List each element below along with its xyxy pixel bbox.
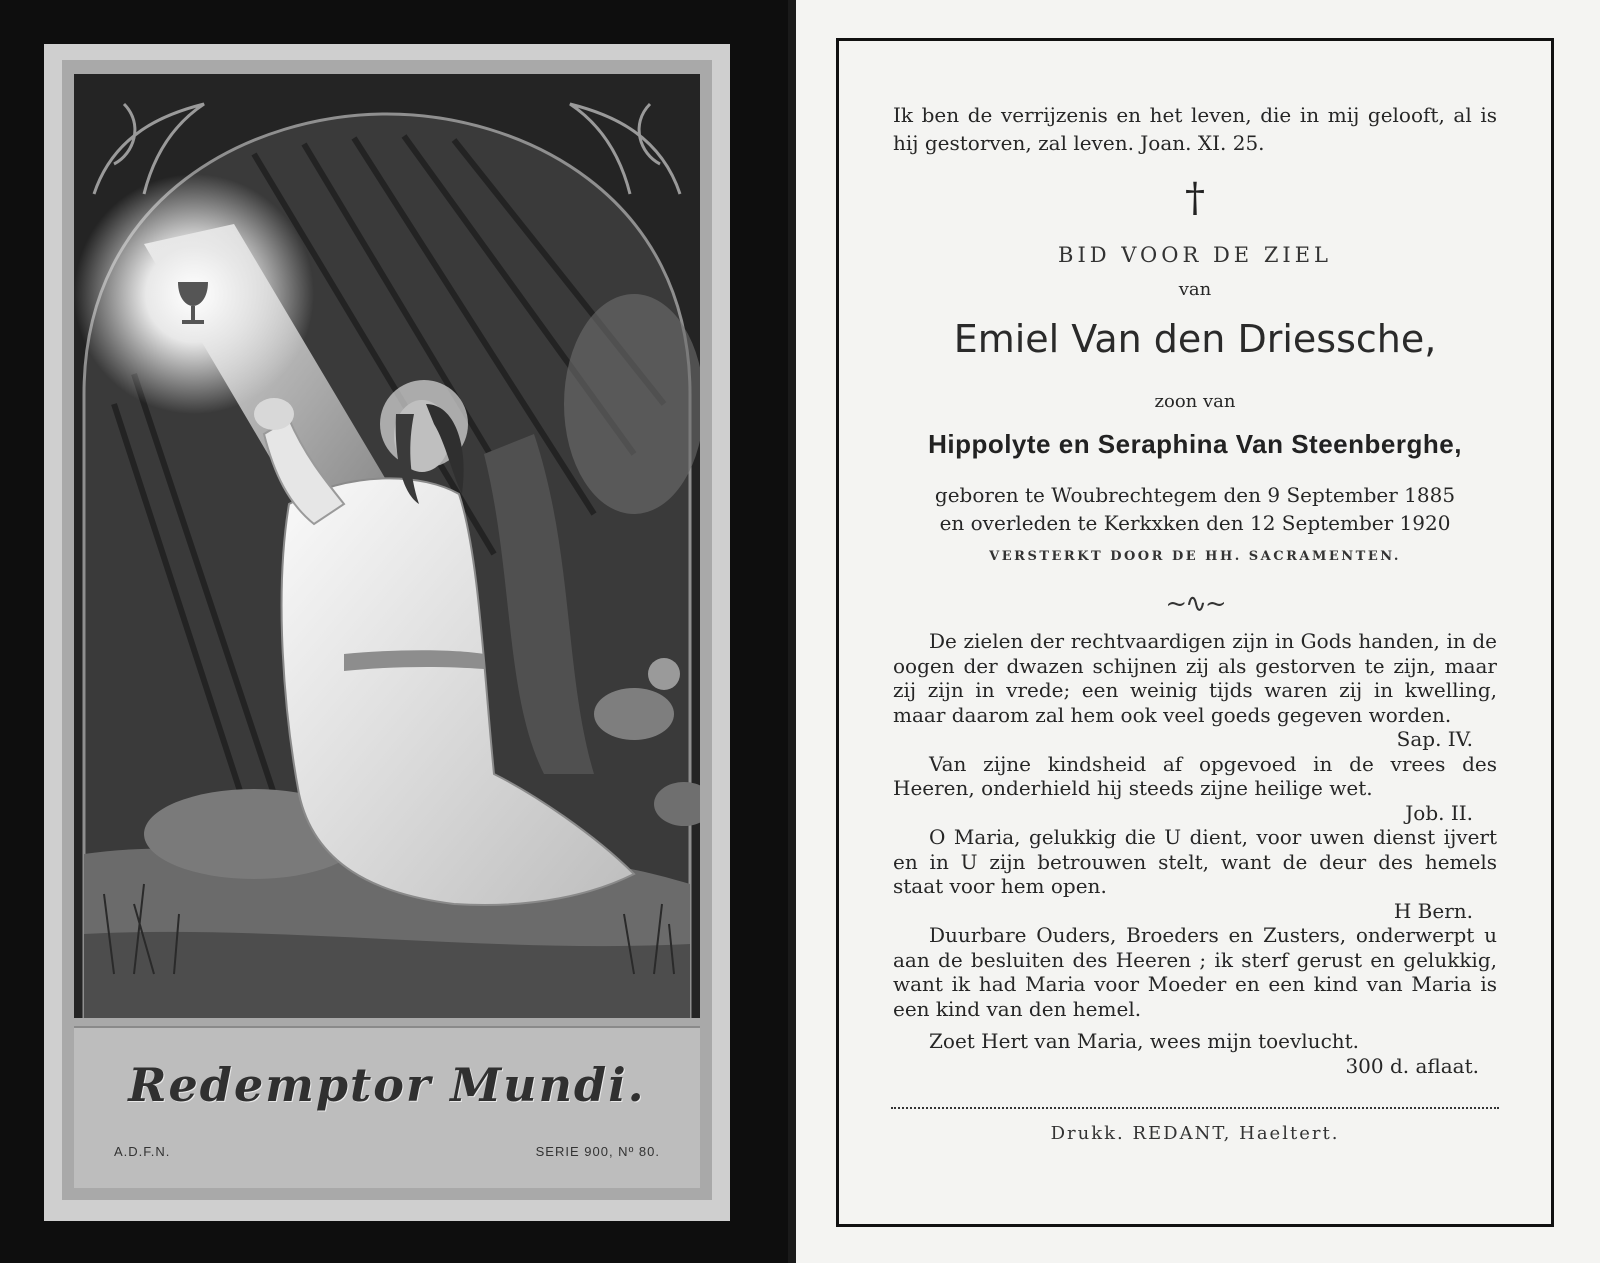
deceased-name: Emiel Van den Driessche, (953, 317, 1437, 361)
dotted-divider (891, 1107, 1499, 1109)
paragraph-reference: H Bern. (1393, 898, 1473, 923)
image-card (0, 0, 788, 1263)
publisher-mark: A.D.F.N. (114, 1144, 171, 1159)
scripture-verse: Ik ben de verrijzenis en het leven, die in mij gelooft, al is hij gestorven, zal leven. Joan. XI. 25. (893, 103, 1497, 155)
printer-credit: Drukk. REDANT, Haeltert. (1050, 1123, 1340, 1144)
paragraph-reference: Job. II. (1405, 800, 1473, 825)
prayer-paragraph: Zoet Hert van Maria, wees mijn toevlucht. (929, 1029, 1360, 1053)
memorial-text-card (796, 0, 1600, 1263)
prayer-paragraph: O Maria, gelukkig die U dient, voor uwen dienst ijvert en in U zijn betrouwen stelt, want de deur des hemels staat voor hem open. (893, 825, 1497, 898)
cross-icon: † (1185, 175, 1205, 221)
prayer-paragraph: De zielen der rechtvaardigen zijn in Gods handen, in de oogen der dwazen schijnen zij als gestorven te zijn, maar zij zijn in vrede; een weinig tijds waren zij in kwelling, maar daarom zal hem ook veel goeds gegeven worden. (893, 629, 1497, 727)
indulgence-note: 300 d. aflaat. (1345, 1053, 1479, 1078)
memorial-border (836, 38, 1554, 1227)
son-of-label: zoon van (1154, 391, 1236, 412)
christ-in-gethsemane-illustration (74, 74, 700, 1018)
caption-panel (74, 1026, 700, 1188)
pray-for-soul-heading: BID VOOR DE ZIEL (1058, 243, 1332, 267)
series-number: SERIE 900, Nº 80. (535, 1144, 660, 1159)
paragraph-reference: Sap. IV. (1396, 727, 1473, 751)
birth-line: geboren te Woubrechtegem den 9 September 1885 (934, 483, 1456, 507)
devotional-illustration (74, 74, 700, 1018)
ornament-divider: ~∿~ (1165, 589, 1225, 619)
parents-names: Hippolyte en Seraphina Van Steenberghe, (928, 429, 1462, 459)
caption-title: Redemptor Mundi. (128, 1058, 646, 1112)
image-card-inner-frame (62, 60, 712, 1200)
prayer-paragraph: Van zijne kindsheid af opgevoed in de vrees des Heeren, onderhield hij steeds zijne heilige wet. (893, 751, 1497, 800)
prayer-text-block (893, 629, 1497, 1078)
prayer-paragraph: Duurbare Ouders, Broeders en Zusters, onderwerpt u aan de besluiten des Heeren ; ik sterf gerust en gelukkig, want ik had Maria voor Moeder en een kind van Maria is een kind van den hemel. (893, 923, 1497, 1021)
life-dates (839, 481, 1551, 537)
death-line: en overleden te Kerkxken den 12 September 1920 (939, 511, 1451, 535)
van-label: van (1178, 279, 1212, 300)
sacraments-line: VERSTERKT DOOR DE HH. SACRAMENTEN. (989, 549, 1401, 564)
image-card-frame (44, 44, 730, 1221)
